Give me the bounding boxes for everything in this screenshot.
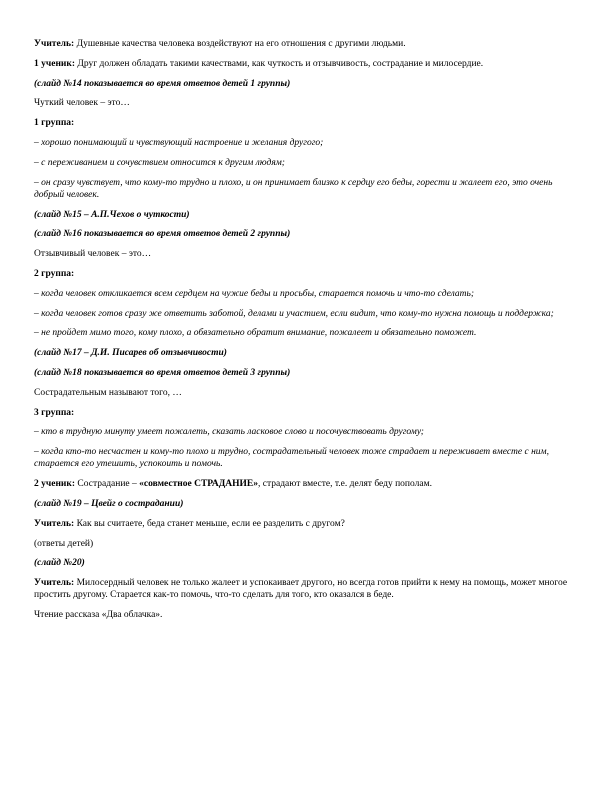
text-run: Сострадание –	[77, 479, 140, 490]
text-run: Милосердный человек не только жалеет и успокаивает другого, но всегда готов прийти к нему на помощь, может многое простить другому. Старается как-то помочь, что-то сделать для того, кто оказался в беде.	[34, 578, 568, 601]
paragraph	[34, 228, 578, 240]
text-run: (слайд №17 – Д.И. Писарев об отзывчивости)	[34, 348, 227, 359]
paragraph	[34, 78, 578, 90]
text-run: Чуткий человек – это…	[34, 98, 130, 109]
paragraph	[34, 557, 578, 569]
paragraph	[34, 538, 578, 550]
text-run: (слайд №14 показывается во время ответов детей 1 группы)	[34, 78, 291, 89]
paragraph	[34, 577, 578, 601]
paragraph	[34, 209, 578, 221]
paragraph	[34, 327, 578, 339]
paragraph	[34, 367, 578, 379]
text-run: 1 группа:	[34, 118, 75, 129]
text-run: – с переживанием и сочувствием относится к другим людям;	[34, 157, 285, 168]
paragraph	[34, 478, 578, 490]
text-run: Сострадательным называют того, …	[34, 387, 182, 398]
text-run: Чтение рассказа «Два облачка».	[34, 610, 163, 621]
text-run: «совместное СТРАДАНИЕ»	[139, 479, 258, 490]
text-run: , страдают вместе, т.е. делят беду пополам.	[258, 479, 432, 490]
text-run: Учитель:	[34, 518, 77, 529]
paragraph	[34, 58, 578, 70]
text-run: Как вы считаете, беда станет меньше, если ее разделить с другом?	[76, 518, 345, 529]
paragraph	[34, 498, 578, 510]
text-run: Друг должен обладать такими качествами, как чуткость и отзывчивость, сострадание и милосердие.	[77, 58, 484, 69]
text-run: – когда кто-то несчастен и кому-то плохо и трудно, сострадательный человек тоже страдает и переживает вместе с ним, старается его утешить, успокоить и помочь.	[34, 447, 549, 470]
text-run: – хорошо понимающий и чувствующий настроение и желания другого;	[34, 137, 324, 148]
text-run: – кто в трудную минуту умеет пожалеть, сказать ласковое слово и посочувствовать другому;	[34, 427, 424, 438]
text-run: 3 группа:	[34, 407, 75, 418]
paragraph	[34, 518, 578, 530]
text-run: – не пройдет мимо того, кому плохо, а обязательно обратит внимание, пожалеет и обязательно поможет.	[34, 328, 477, 339]
text-run: (слайд №15 – А.П.Чехов о чуткости)	[34, 209, 190, 220]
text-run: Учитель:	[34, 578, 77, 589]
document-body	[34, 38, 578, 629]
text-run: 2 группа:	[34, 268, 75, 279]
paragraph	[34, 248, 578, 260]
text-run: – он сразу чувствует, что кому-то трудно и плохо, и он принимает близко к сердцу его беды, горести и жалеет его, это очень добрый человек.	[34, 177, 553, 200]
paragraph	[34, 38, 578, 50]
paragraph	[34, 446, 578, 470]
paragraph	[34, 609, 578, 621]
paragraph	[34, 137, 578, 149]
paragraph	[34, 97, 578, 109]
paragraph	[34, 157, 578, 169]
paragraph	[34, 347, 578, 359]
paragraph	[34, 387, 578, 399]
paragraph	[34, 268, 578, 280]
paragraph	[34, 426, 578, 438]
text-run: Учитель:	[34, 39, 77, 49]
text-run: – когда человек откликается всем сердцем на чужие беды и просьбы, старается помочь и что-то сделать;	[34, 288, 474, 299]
text-run: (слайд №18 показывается во время ответов детей 3 группы)	[34, 367, 291, 378]
text-run: Душевные качества человека воздействуют на его отношения с другими людьми.	[76, 39, 406, 49]
text-run: (ответы детей)	[34, 538, 94, 549]
paragraph	[34, 177, 578, 201]
paragraph	[34, 117, 578, 129]
text-run: (слайд №19 – Цвейг о сострадании)	[34, 498, 184, 509]
text-run: – когда человек готов сразу же ответить заботой, делами и участием, если видит, что кому-то нужна помощь и поддержка;	[34, 308, 554, 319]
text-run: (слайд №16 показывается во время ответов детей 2 группы)	[34, 229, 291, 240]
text-run: 1 ученик:	[34, 58, 78, 69]
paragraph	[34, 308, 578, 320]
text-run: Отзывчивый человек – это…	[34, 249, 152, 260]
text-run: 2 ученик:	[34, 479, 78, 490]
paragraph	[34, 407, 578, 419]
paragraph	[34, 288, 578, 300]
text-run: (слайд №20)	[34, 558, 85, 569]
